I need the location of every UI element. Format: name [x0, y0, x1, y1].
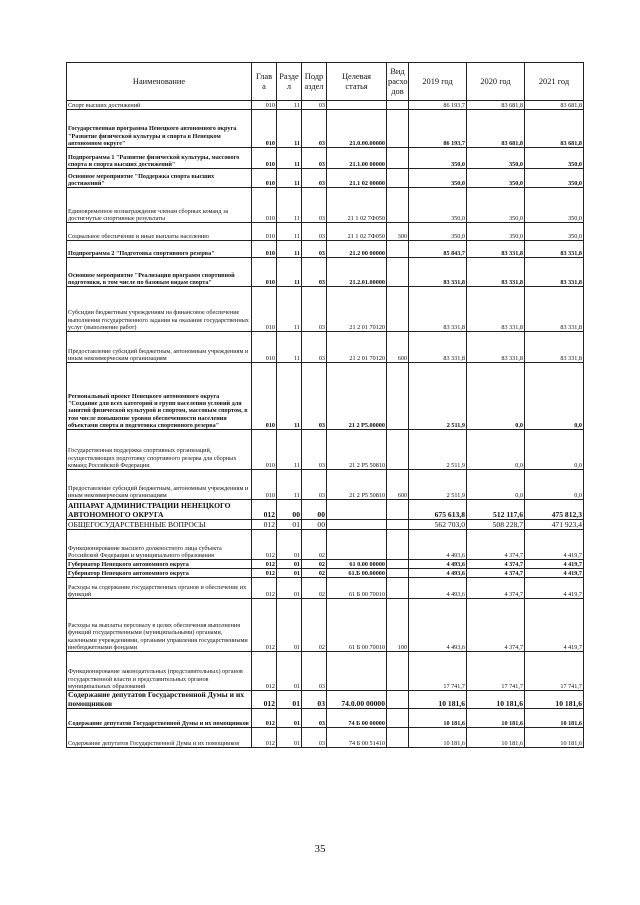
- row-vid: 600: [387, 470, 409, 500]
- row-vid: [387, 287, 409, 332]
- row-razdel: 01: [277, 520, 302, 530]
- row-razdel: 01: [277, 728, 302, 748]
- row-2020: 83 681,8: [467, 110, 525, 148]
- row-2020: 350,0: [467, 169, 525, 188]
- row-2020: 350,0: [467, 148, 525, 169]
- row-2019: 2 511,9: [409, 363, 467, 430]
- row-razdel: 11: [277, 241, 302, 258]
- table-row: [67, 470, 584, 500]
- row-name: Расходы на содержание государственных органов и обеспечение их функций: [67, 578, 252, 599]
- row-2019: 675 613,8: [409, 500, 467, 520]
- row-target: [327, 530, 387, 560]
- row-vid: [387, 560, 409, 569]
- row-podrazdel: 03: [302, 332, 327, 363]
- row-name: Региональный проект Ненецкого автономного округа "Создание для всех категорий и групп населения условий для занятий физической культурой и спортом, массовым спортом, в том числе повышение уровня обеспеченности населения объектами спорта и подготовка спортивного резерва": [67, 363, 252, 430]
- row-2021: 0,0: [525, 470, 584, 500]
- row-vid: [387, 652, 409, 691]
- table-row: [67, 287, 584, 332]
- row-name: Государственная программа Ненецкого автономного округа "Развитие физической культуры и спорта в Ненецком автономном округе": [67, 110, 252, 148]
- row-podrazdel: 00: [302, 520, 327, 530]
- row-glava: 010: [252, 287, 277, 332]
- row-name: Подпрограмма 1 "Развитие физической культуры, массового спорта и спорта высших достижений": [67, 148, 252, 169]
- header-razdel: Разде л: [277, 63, 302, 101]
- row-2021: 4 419,7: [525, 560, 584, 569]
- row-razdel: 11: [277, 101, 302, 110]
- row-2019: 4 493,6: [409, 578, 467, 599]
- table-row: [67, 101, 584, 110]
- row-2019: 4 493,6: [409, 530, 467, 560]
- row-razdel: 01: [277, 569, 302, 578]
- row-podrazdel: 02: [302, 578, 327, 599]
- row-vid: [387, 430, 409, 470]
- row-name: Единовременное вознаграждение членам сборных команд за достигнутые спортивные результаты: [67, 188, 252, 223]
- row-podrazdel: 03: [302, 223, 327, 241]
- row-2019: 10 181,6: [409, 709, 467, 728]
- row-podrazdel: 02: [302, 560, 327, 569]
- row-2021: 83 331,8: [525, 287, 584, 332]
- row-2020: 83 331,8: [467, 241, 525, 258]
- row-2020: 4 374,7: [467, 578, 525, 599]
- row-2021: 4 419,7: [525, 599, 584, 652]
- table-row: [67, 530, 584, 560]
- row-razdel: 11: [277, 223, 302, 241]
- row-2021: 0,0: [525, 363, 584, 430]
- row-razdel: 01: [277, 709, 302, 728]
- table-row: [67, 148, 584, 169]
- row-name: АППАРАТ АДМИНИСТРАЦИИ НЕНЕЦКОГО АВТОНОМНОГО ОКРУГА: [67, 500, 252, 520]
- page-number: 35: [314, 843, 326, 855]
- row-target: [327, 101, 387, 110]
- row-target: 61 Б 00 70010: [327, 578, 387, 599]
- row-target: 61.Б 00.00000: [327, 569, 387, 578]
- header-name: Наименование: [67, 63, 252, 101]
- row-target: 21.1.00 00000: [327, 148, 387, 169]
- row-target: 21.2.01.00000: [327, 258, 387, 287]
- row-podrazdel: 03: [302, 363, 327, 430]
- row-2019: 350,0: [409, 148, 467, 169]
- table-row: [67, 430, 584, 470]
- table-row: [67, 223, 584, 241]
- row-name: Основное мероприятие "Реализация программ спортивной подготовки, в том числе по базовым видам спорта": [67, 258, 252, 287]
- row-podrazdel: 03: [302, 709, 327, 728]
- header-2021: 2021 год: [525, 63, 584, 101]
- row-razdel: 11: [277, 470, 302, 500]
- row-vid: 300: [387, 223, 409, 241]
- row-2019: 17 741,7: [409, 652, 467, 691]
- row-razdel: 11: [277, 430, 302, 470]
- row-vid: [387, 578, 409, 599]
- row-2020: 83 331,8: [467, 332, 525, 363]
- row-vid: 600: [387, 332, 409, 363]
- row-razdel: 11: [277, 148, 302, 169]
- row-razdel: 11: [277, 363, 302, 430]
- row-2020: 83 681,8: [467, 101, 525, 110]
- table-row: [67, 188, 584, 223]
- row-razdel: 01: [277, 691, 302, 709]
- row-target: 21.1 02 00000: [327, 169, 387, 188]
- row-vid: [387, 709, 409, 728]
- row-podrazdel: 03: [302, 470, 327, 500]
- row-glava: 010: [252, 223, 277, 241]
- row-2021: 475 812,3: [525, 500, 584, 520]
- row-podrazdel: 02: [302, 530, 327, 560]
- header-2019: 2019 год: [409, 63, 467, 101]
- row-2019: 10 181,6: [409, 728, 467, 748]
- row-glava: 012: [252, 578, 277, 599]
- row-razdel: 11: [277, 258, 302, 287]
- row-2020: 10 181,6: [467, 728, 525, 748]
- row-target: 21 2 01 70120: [327, 332, 387, 363]
- row-target: 74 Б 00 51410: [327, 728, 387, 748]
- row-target: 74.0.00 00000: [327, 691, 387, 709]
- table-row: [67, 332, 584, 363]
- row-glava: 012: [252, 569, 277, 578]
- row-2020: 83 331,8: [467, 287, 525, 332]
- row-vid: [387, 101, 409, 110]
- row-name: Основное мероприятие "Поддержка спорта высших достижений": [67, 169, 252, 188]
- row-2020: 0,0: [467, 470, 525, 500]
- table-row: [67, 520, 584, 530]
- table-row: [67, 169, 584, 188]
- header-podrazdel: Подр аздел: [302, 63, 327, 101]
- row-glava: 010: [252, 101, 277, 110]
- row-glava: 010: [252, 470, 277, 500]
- table-row: [67, 709, 584, 728]
- row-razdel: 11: [277, 188, 302, 223]
- row-vid: [387, 258, 409, 287]
- row-vid: [387, 363, 409, 430]
- header-row: [67, 63, 584, 101]
- row-target: 21 2 Р5 50810: [327, 470, 387, 500]
- table-row: [67, 599, 584, 652]
- header-glava: Глав а: [252, 63, 277, 101]
- row-2021: 4 419,7: [525, 578, 584, 599]
- row-2021: 0,0: [525, 430, 584, 470]
- row-2020: 0,0: [467, 430, 525, 470]
- row-name: Государственная поддержка спортивных организаций, осуществляющих подготовку спортивного резерва для сборных команд Российской Федерации: [67, 430, 252, 470]
- row-2020: 10 181,6: [467, 691, 525, 709]
- row-target: [327, 500, 387, 520]
- row-name: Спорт высших достижений: [67, 101, 252, 110]
- row-podrazdel: 03: [302, 287, 327, 332]
- row-name: Содержание депутатов Государственной Думы и их помощников: [67, 728, 252, 748]
- row-podrazdel: 02: [302, 569, 327, 578]
- row-2021: 10 181,6: [525, 709, 584, 728]
- table-row: [67, 691, 584, 709]
- row-2020: 350,0: [467, 223, 525, 241]
- row-name: Субсидии бюджетным учреждениям на финансовое обеспечение выполнения государственного задания на оказание государственных услуг (выполнение работ): [67, 287, 252, 332]
- header-2020: 2020 год: [467, 63, 525, 101]
- row-razdel: 11: [277, 169, 302, 188]
- row-2020: 512 117,6: [467, 500, 525, 520]
- row-2019: 10 181,6: [409, 691, 467, 709]
- row-2019: 4 493,6: [409, 560, 467, 569]
- row-name: Губернатор Ненецкого автономного округа: [67, 569, 252, 578]
- row-razdel: 01: [277, 599, 302, 652]
- table-body: [67, 101, 584, 748]
- row-vid: [387, 500, 409, 520]
- row-target: 61 0.00 00000: [327, 560, 387, 569]
- row-podrazdel: 03: [302, 241, 327, 258]
- row-glava: 012: [252, 520, 277, 530]
- row-2021: 471 923,4: [525, 520, 584, 530]
- row-2019: 4 493,6: [409, 599, 467, 652]
- row-2019: 83 331,8: [409, 287, 467, 332]
- row-2021: 350,0: [525, 148, 584, 169]
- row-podrazdel: 03: [302, 110, 327, 148]
- row-vid: [387, 188, 409, 223]
- row-2019: 350,0: [409, 169, 467, 188]
- row-glava: 012: [252, 728, 277, 748]
- row-glava: 010: [252, 148, 277, 169]
- row-2020: 10 181,6: [467, 709, 525, 728]
- budget-table: [66, 62, 584, 748]
- row-2021: 10 181,6: [525, 728, 584, 748]
- row-podrazdel: 03: [302, 258, 327, 287]
- row-vid: [387, 520, 409, 530]
- row-name: Губернатор Ненецкого автономного округа: [67, 560, 252, 569]
- table-row: [67, 241, 584, 258]
- row-razdel: 00: [277, 500, 302, 520]
- row-razdel: 01: [277, 652, 302, 691]
- row-2020: 4 374,7: [467, 560, 525, 569]
- row-2021: 17 741,7: [525, 652, 584, 691]
- row-razdel: 01: [277, 530, 302, 560]
- row-vid: [387, 241, 409, 258]
- row-glava: 012: [252, 500, 277, 520]
- row-glava: 010: [252, 188, 277, 223]
- row-2019: 350,0: [409, 223, 467, 241]
- row-target: 74 Б 00 00000: [327, 709, 387, 728]
- row-vid: [387, 728, 409, 748]
- row-2021: 83 331,8: [525, 332, 584, 363]
- row-2021: 350,0: [525, 188, 584, 223]
- row-2019: 562 703,0: [409, 520, 467, 530]
- row-razdel: 11: [277, 287, 302, 332]
- row-razdel: 01: [277, 578, 302, 599]
- row-2020: 83 331,8: [467, 258, 525, 287]
- row-2019: 350,0: [409, 188, 467, 223]
- row-vid: [387, 530, 409, 560]
- row-target: 21 2 01 70120: [327, 287, 387, 332]
- row-name: Функционирование законодательных (представительных) органов государственной власти и представительных органов муниципальных образований: [67, 652, 252, 691]
- row-podrazdel: 03: [302, 169, 327, 188]
- row-podrazdel: 03: [302, 101, 327, 110]
- row-target: 21.2 00 00000: [327, 241, 387, 258]
- row-2021: 4 419,7: [525, 530, 584, 560]
- row-name: ОБЩЕГОСУДАРСТВЕННЫЕ ВОПРОСЫ: [67, 520, 252, 530]
- row-target: [327, 652, 387, 691]
- row-name: Подпрограмма 2 "Подготовка спортивного резерва": [67, 241, 252, 258]
- row-name: Содержание депутатов Государственной Думы и их помощников: [67, 709, 252, 728]
- row-glava: 010: [252, 169, 277, 188]
- table-row: [67, 110, 584, 148]
- table-row: [67, 569, 584, 578]
- row-2019: 4 493,6: [409, 569, 467, 578]
- row-vid: [387, 110, 409, 148]
- table-row: [67, 500, 584, 520]
- table-row: [67, 728, 584, 748]
- row-2020: 17 741,7: [467, 652, 525, 691]
- row-glava: 012: [252, 599, 277, 652]
- row-2021: 83 331,8: [525, 241, 584, 258]
- header-vid: Вид расхо дов: [387, 63, 409, 101]
- table-row: [67, 258, 584, 287]
- row-podrazdel: 00: [302, 500, 327, 520]
- row-razdel: 11: [277, 332, 302, 363]
- row-glava: 010: [252, 430, 277, 470]
- row-2020: 350,0: [467, 188, 525, 223]
- row-name: Предоставление субсидий бюджетным, автономным учреждениям и иным некоммерческим организациям: [67, 470, 252, 500]
- row-razdel: 01: [277, 560, 302, 569]
- row-name: Социальное обеспечение и иные выплаты населению: [67, 223, 252, 241]
- row-2020: 4 374,7: [467, 530, 525, 560]
- table-row: [67, 560, 584, 569]
- row-name: Предоставление субсидий бюджетным, автономным учреждениям и иным некоммерческим организациям: [67, 332, 252, 363]
- row-target: 21 2 Р5 50810: [327, 430, 387, 470]
- row-name: Расходы на выплаты персоналу в целях обеспечения выполнения функций государственными (муниципальными) органами, казенными учреждениями, органами управления государственными внебюджетными фондами: [67, 599, 252, 652]
- row-2019: 86 193,7: [409, 101, 467, 110]
- header-target: Целевая статья: [327, 63, 387, 101]
- row-2021: 350,0: [525, 169, 584, 188]
- row-target: [327, 520, 387, 530]
- row-name: Функционирование высшего должностного лица субъекта Российской Федерации и муниципального образования: [67, 530, 252, 560]
- table-row: [67, 363, 584, 430]
- table-row: [67, 652, 584, 691]
- row-2020: 4 374,7: [467, 569, 525, 578]
- row-glava: 010: [252, 363, 277, 430]
- row-podrazdel: 03: [302, 652, 327, 691]
- row-vid: [387, 148, 409, 169]
- row-2021: 83 331,8: [525, 258, 584, 287]
- row-glava: 012: [252, 560, 277, 569]
- row-razdel: 11: [277, 110, 302, 148]
- table-row: [67, 578, 584, 599]
- row-2021: 350,0: [525, 223, 584, 241]
- row-podrazdel: 03: [302, 188, 327, 223]
- row-vid: 100: [387, 599, 409, 652]
- row-2019: 2 511,9: [409, 430, 467, 470]
- row-vid: [387, 569, 409, 578]
- row-2020: 0,0: [467, 363, 525, 430]
- row-target: 21 1 02 7Ф050: [327, 188, 387, 223]
- row-2019: 85 843,7: [409, 241, 467, 258]
- row-glava: 010: [252, 110, 277, 148]
- row-podrazdel: 03: [302, 148, 327, 169]
- row-target: 21 1 02 7Ф050: [327, 223, 387, 241]
- row-target: 21 2 Р5.00000: [327, 363, 387, 430]
- row-2021: 4 419,7: [525, 569, 584, 578]
- row-podrazdel: 02: [302, 599, 327, 652]
- row-vid: [387, 691, 409, 709]
- row-podrazdel: 03: [302, 430, 327, 470]
- row-2020: 4 374,7: [467, 599, 525, 652]
- row-vid: [387, 169, 409, 188]
- row-podrazdel: 03: [302, 691, 327, 709]
- row-2019: 83 331,8: [409, 332, 467, 363]
- row-glava: 012: [252, 691, 277, 709]
- row-2021: 83 681,8: [525, 110, 584, 148]
- row-2021: 10 181,6: [525, 691, 584, 709]
- row-glava: 012: [252, 530, 277, 560]
- row-glava: 010: [252, 258, 277, 287]
- row-podrazdel: 03: [302, 728, 327, 748]
- row-2019: 86 193,7: [409, 110, 467, 148]
- row-2019: 83 331,8: [409, 258, 467, 287]
- row-2021: 83 681,8: [525, 101, 584, 110]
- row-glava: 010: [252, 241, 277, 258]
- row-target: 61 Б 00 70010: [327, 599, 387, 652]
- row-glava: 012: [252, 652, 277, 691]
- row-glava: 010: [252, 332, 277, 363]
- row-glava: 012: [252, 709, 277, 728]
- row-target: 21.0.00.00000: [327, 110, 387, 148]
- row-2020: 508 228,7: [467, 520, 525, 530]
- row-2019: 2 511,9: [409, 470, 467, 500]
- row-name: Содержание депутатов Государственной Думы и их помощников: [67, 691, 252, 709]
